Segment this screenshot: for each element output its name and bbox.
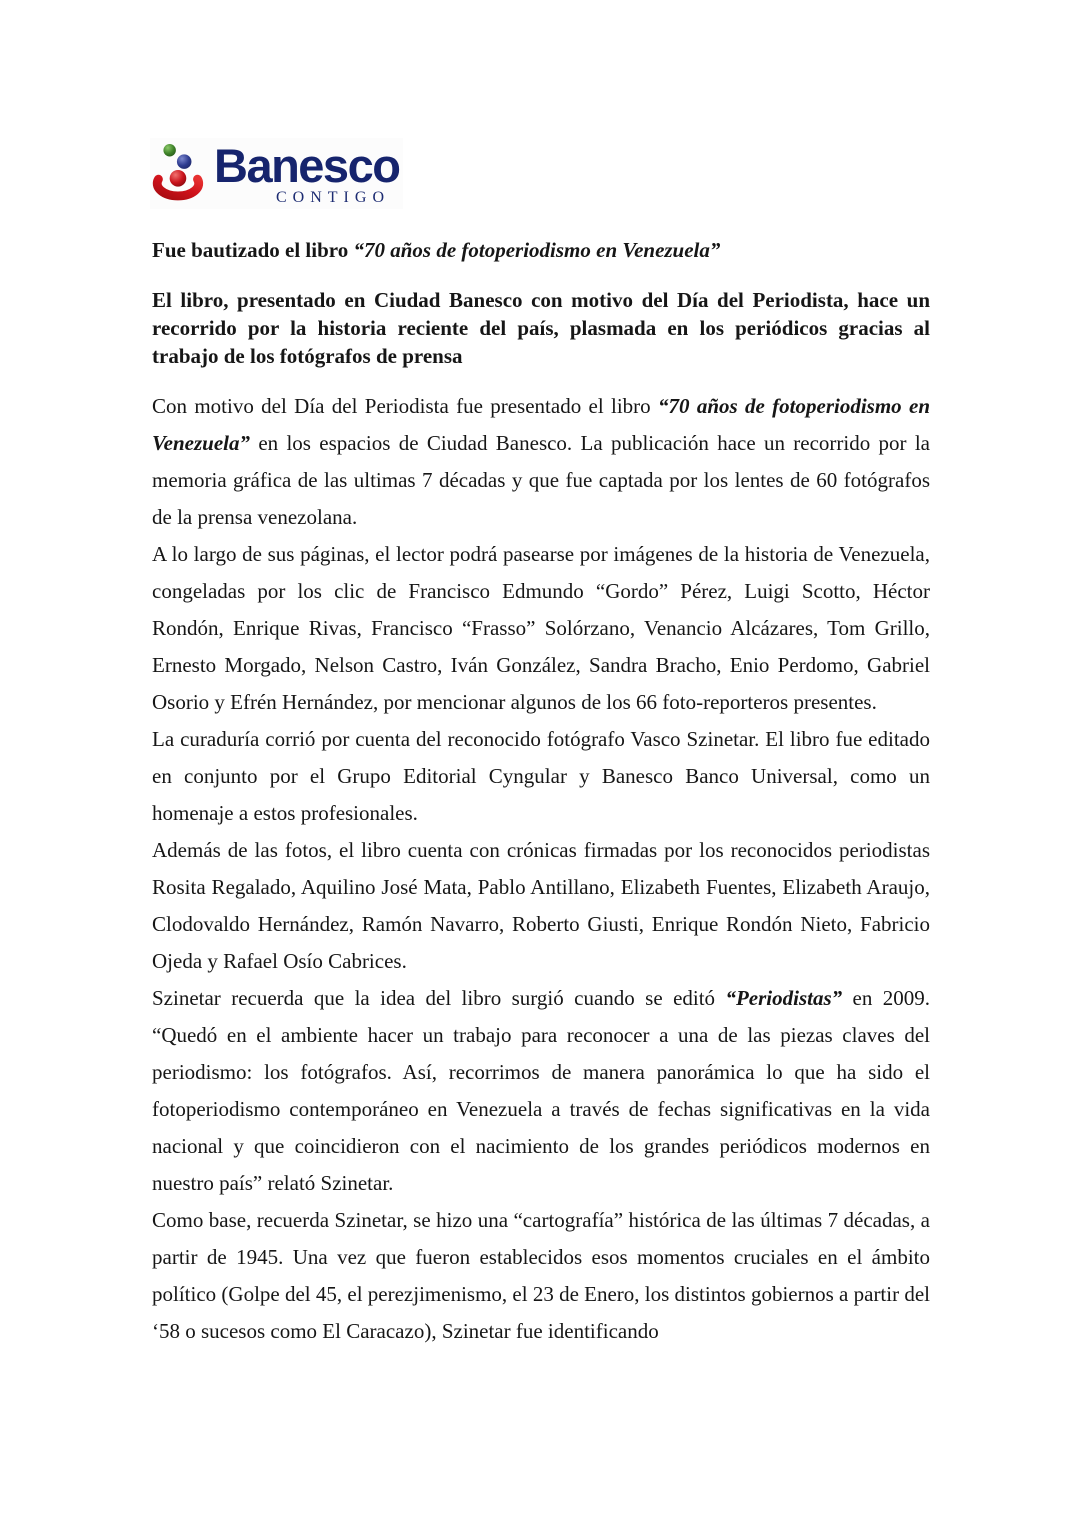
text-run: “Periodistas” [725, 986, 843, 1010]
body-paragraph [152, 721, 930, 832]
text-run: Además de las fotos, el libro cuenta con crónicas firmadas por los reconocidos periodistas Rosita Regalado, Aquilino José Mata, Pablo Antillano, Elizabeth Fuentes, Elizabeth Araujo, Clodovaldo Hernández, Ramón Navarro, Roberto Giusti, Enrique Rondón Nieto, Fabricio Ojeda y Rafael Osío Cabrices. [152, 838, 930, 973]
text-run: A lo largo de sus páginas, el lector podrá pasearse por imágenes de la historia de Venezuela, congeladas por los clic de Francisco Edmundo “Gordo” Pérez, Luigi Scotto, Héctor Rondón, Enrique Rivas, Francisco “Frasso” Solórzano, Venancio Alcázares, Tom Grillo, Ernesto Morgado, Nelson Castro, Iván González, Sandra Bracho, Enio Perdomo, Gabriel Osorio y Efrén Hernández, por mencionar algunos de los 66 foto-reporteros presentes. [152, 542, 930, 714]
text-run: “70 años de fotoperiodismo en Venezuela” [152, 394, 930, 455]
text-run: Szinetar recuerda que la idea del libro surgió cuando se editó [152, 986, 726, 1010]
banesco-spheres-icon [152, 140, 206, 202]
banesco-logo [150, 138, 403, 209]
brand-name: Banesco [214, 139, 400, 192]
text-run: El libro, presentado en Ciudad Banesco con motivo del Día del Periodista, hace un recorrido por la historia reciente del país, plasmada en los periódicos gracias al trabajo de los fotógrafos de prensa [152, 288, 930, 368]
press-release [152, 236, 930, 1350]
text-run: Fue bautizado el libro [152, 238, 354, 262]
text-run: “70 años de fotoperiodismo en Venezuela” [353, 238, 721, 262]
text-run: La curaduría corrió por cuenta del reconocido fotógrafo Vasco Szinetar. El libro fue editado en conjunto por el Grupo Editorial Cyngular y Banesco Banco Universal, como un homenaje a estos profesionales. [152, 727, 930, 825]
body-paragraph [152, 388, 930, 536]
text-run: Con motivo del Día del Periodista fue presentado el libro [152, 394, 659, 418]
document-title [152, 236, 930, 264]
body-paragraph [152, 1202, 930, 1350]
document-body [152, 388, 930, 1350]
text-run: en los espacios de Ciudad Banesco. La publicación hace un recorrido por la memoria gráfica de las ultimas 7 décadas y que fue captada por los lentes de 60 fotógrafos de la prensa venezolana. [152, 431, 930, 529]
text-run: en 2009. “Quedó en el ambiente hacer un trabajo para reconocer a una de las piezas claves del periodismo: los fotógrafos. Así, recorrimos de manera panorámica lo que ha sido el fotoperiodismo contemporáneo en Venezuela a través de fechas significativas en la vida nacional y que coincidieron con el nacimiento de los grandes periódicos modernos en nuestro país” relató Szinetar. [152, 986, 930, 1195]
body-paragraph [152, 980, 930, 1202]
brand-tagline: CONTIGO [276, 189, 390, 206]
text-run: Como base, recuerda Szinetar, se hizo una “cartografía” histórica de las últimas 7 décadas, a partir de 1945. Una vez que fueron establecidos esos momentos cruciales en el ámbito político (Golpe del 45, el perezjimenismo, el 23 de Enero, los distintos gobiernos a partir del ‘58 o sucesos como El Caracazo), Szinetar fue identificando [152, 1208, 930, 1343]
document-subtitle [152, 286, 930, 370]
logo-text [214, 139, 400, 207]
body-paragraph [152, 536, 930, 721]
body-paragraph [152, 832, 930, 980]
